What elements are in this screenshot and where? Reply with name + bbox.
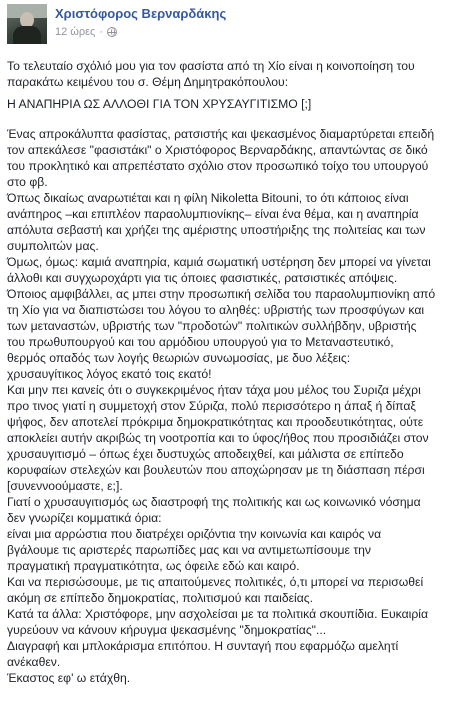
body-line: ψήφος, δεν αποτελεί πρόκριμα δημοκρατικότητας και προοδευτικότητας, ούτε bbox=[7, 415, 424, 429]
article-title: Η ΑΝΑΠΗΡΙΑ ΩΣ ΑΛΛΟΘΙ ΓΙΑ ΤΟΝ ΧΡΥΣΑΥΓΙΤΙΣΜΟ [;] bbox=[7, 97, 312, 111]
intro-paragraph bbox=[7, 58, 453, 90]
body-line: Κατά τα άλλα: Χριστόφορε, μην ασχολείσαι με τα πολιτικά σκουπίδια. Ευκαιρία bbox=[7, 607, 429, 621]
body-line: Γιατί ο χρυσαυγιτισμός ως διαστροφή της πολιτικής και ως κοινωνικό νόσημα bbox=[7, 495, 421, 509]
post-text bbox=[7, 58, 453, 686]
avatar-body bbox=[13, 26, 41, 44]
body-line: Διαγραφή και μπλοκάρισμα επιτόπου. Η συνταγή που εφαρμόζω αμελητί bbox=[7, 639, 399, 653]
body-line: του προκλητικό και απρεπέστατο σχόλιο στον προσωπικό τοίχο του υπουργού bbox=[7, 159, 429, 173]
body-line: τον απεκάλεσε "φασιστάκι" ο Χριστόφορος Βερναρδάκης, απαντώντας σε δικό bbox=[7, 143, 428, 157]
post-meta bbox=[55, 26, 117, 38]
body-line: ανέκαθεν. bbox=[7, 655, 61, 669]
body-line: Ένας απροκάλυπτα φασίστας, ρατσιστής και ψεκασμένος διαμαρτύρεται επειδή bbox=[7, 127, 435, 141]
body-line: γυρεύουν να κάνουν κήρυγμα ψεκασμένης "δημοκρατίας"... bbox=[7, 623, 327, 637]
post-timestamp[interactable]: 12 ώρες bbox=[55, 26, 96, 38]
text-line: Το τελευταίο σχόλιό μου για τον φασίστα από τη Χίο είναι η κοινοποίηση του bbox=[7, 59, 415, 73]
body-line: [συνεννοούμαστε, ε;]. bbox=[7, 479, 123, 493]
body-line: Όπως δικαίως αναρωτιέται και η φίλη Nikoletta Bitouni, το ότι κάποιος είναι bbox=[7, 191, 409, 205]
author-name[interactable]: Χριστόφορος Βερναρδάκης bbox=[55, 6, 227, 21]
body-line: ανάπηρος –και επιπλέον παραολυμπιονίκης– είναι ένα θέμα, και η αναπηρία bbox=[7, 207, 419, 221]
body-line: συμπολιτών μας. bbox=[7, 239, 99, 253]
avatar[interactable] bbox=[7, 4, 47, 44]
body-line: του πρωθυπουργού και του αρμόδιου υπουργού για το Μεταναστευτικό, bbox=[7, 335, 394, 349]
body-line: Όμως, όμως: καμιά αναπηρία, καμιά σωματική υστέρηση δεν μπορεί να γίνεται bbox=[7, 255, 431, 269]
body-line: απόλυτα σεβαστή και χρήζει της αμέριστης υποστήριξης της πολιτείας και των bbox=[7, 223, 426, 237]
body-line: είναι μια αρρώστια που διατρέχει οριζόντια την κοινωνία και καιρός να bbox=[7, 527, 382, 541]
article-body bbox=[7, 126, 453, 686]
body-line: κορυφαίων στελεχών και βουλευτών που αποχώρησαν με τη διάσπαση πέρσι bbox=[7, 463, 425, 477]
text-line: παρακάτω κειμένου του σ. Θέμη Δημητρακόπουλου: bbox=[7, 75, 289, 89]
body-line: Έκαστος εφ' ω ετάχθη. bbox=[7, 671, 131, 685]
body-line: Και να περισώσουμε, με τις απαιτούμενες πολιτικές, ό,τι μπορεί να περισωθεί bbox=[7, 575, 424, 589]
body-line: θερμός οπαδός των λογής θεωριών συνωμοσίας, με δυο λέξεις: bbox=[7, 351, 351, 365]
body-line: άλλοθι και συγχωροχάρτι για τις όποιες φασιστικές, ρατσιστικές απόψεις. bbox=[7, 271, 398, 285]
body-line: χρυσαυγίτικος λόγος εκατό τοις εκατό! bbox=[7, 367, 212, 381]
post-header bbox=[7, 4, 452, 50]
body-line: στο φβ. bbox=[7, 175, 48, 189]
body-line: δεν γνωρίζει κομματικά όρια: bbox=[7, 511, 162, 525]
body-line: πραγματική πραγματικότητα, ως όφειλε εδώ και καιρό. bbox=[7, 559, 300, 573]
body-line: τη Χίο για να διαπιστώσει του λόγου το αληθές: υβριστής των προσφύγων και bbox=[7, 303, 425, 317]
body-line: των μεταναστών, υβριστής των "προδοτών" πολιτικών συλλήβδην, υβριστής bbox=[7, 319, 417, 333]
body-line: Όποιος αμφιβάλλει, ας μπει στην προσωπική σελίδα του παραολυμπιονίκη από bbox=[7, 287, 436, 301]
body-line: χρυσαυγιτισμό – όπως έχει δυστυχώς αποδειχθεί, και μάλιστα σε επίπεδο bbox=[7, 447, 404, 461]
body-line: Και μην πει κανείς ότι ο συγκεκριμένος ήταν τάχα μου μέλος του Συριζα μέχρι bbox=[7, 383, 421, 397]
body-line: αποκλείει αυτήν ακριβώς τη νοοτροπία και το ύφος/ήθος που προσιδιάζει στον bbox=[7, 431, 429, 445]
meta-separator: · bbox=[99, 26, 104, 38]
body-line: προ τινος γιατί η συμμετοχή στον Σύριζα, πολύ περισσότερο η άπαξ ή δίπαξ bbox=[7, 399, 416, 413]
body-line: βγάλουμε τις αριστερές παρωπίδες μας και να αντιμετωπίσουμε την bbox=[7, 543, 372, 557]
globe-icon[interactable] bbox=[107, 27, 117, 37]
body-line: ακόμη σε επίπεδο δημοκρατίας, πολιτισμού και παιδείας. bbox=[7, 591, 314, 605]
